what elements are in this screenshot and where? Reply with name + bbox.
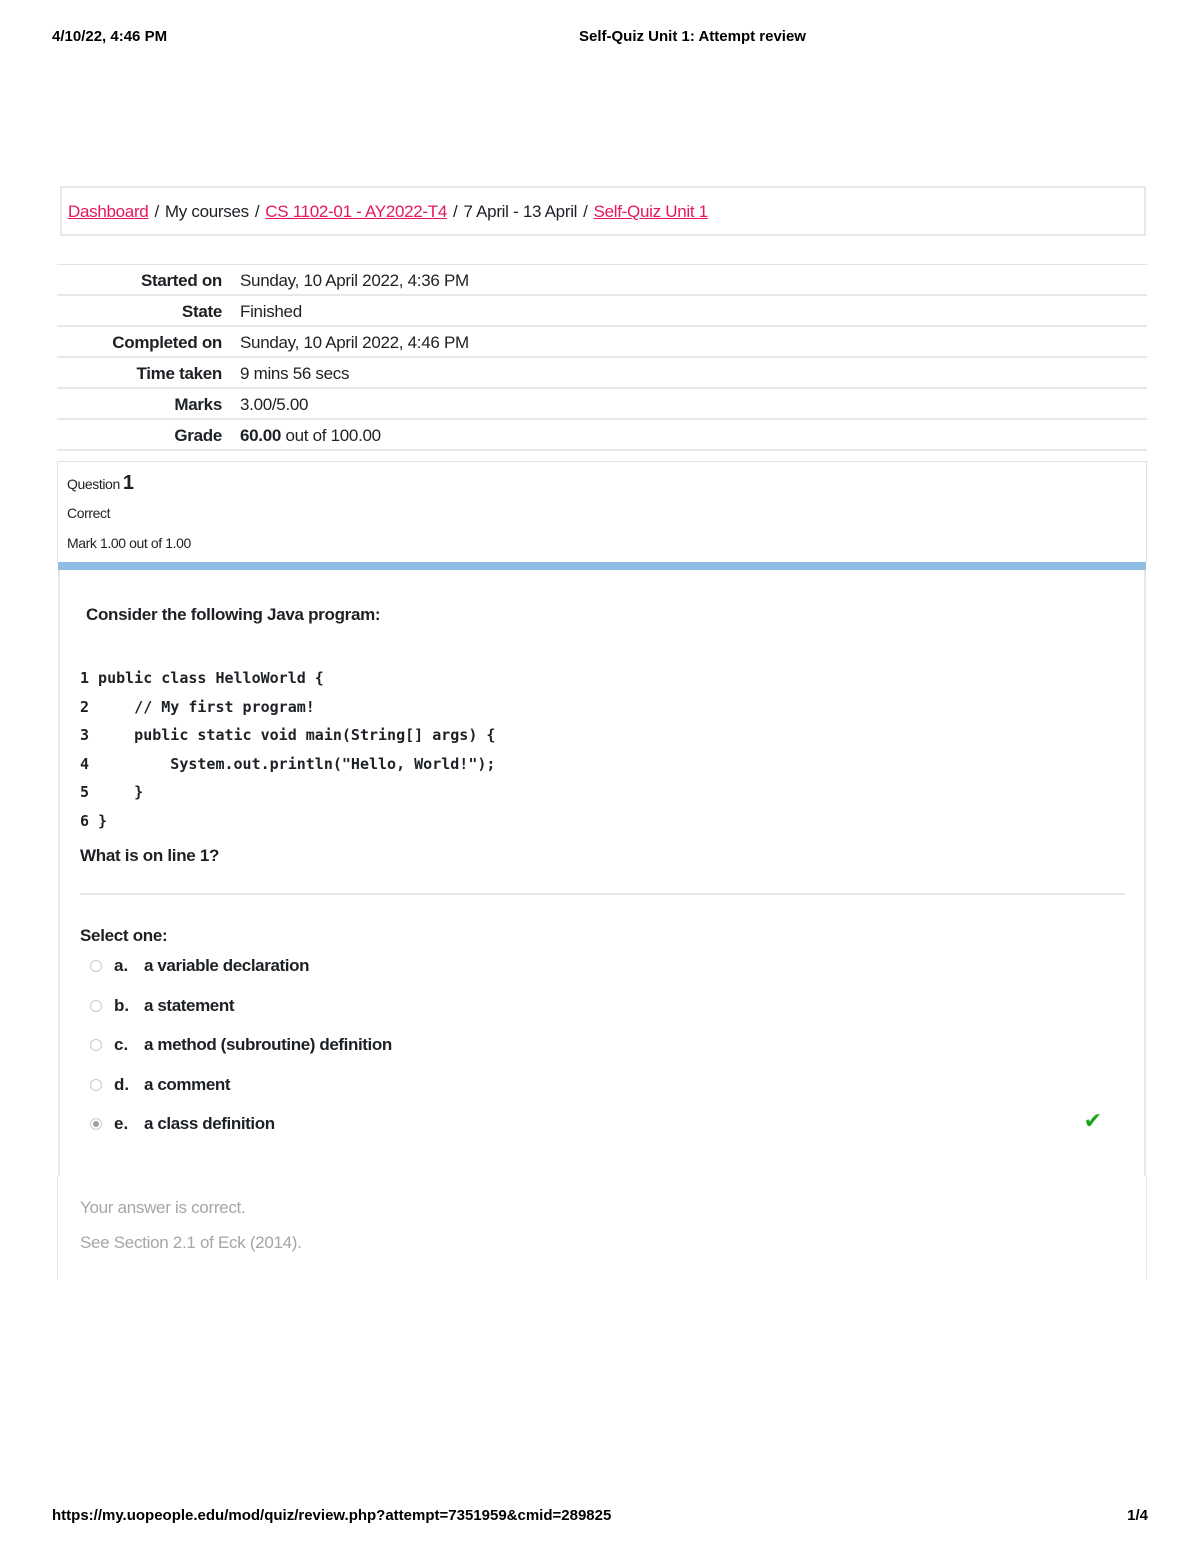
summary-label: State [181,302,222,321]
summary-value: Finished [240,302,302,321]
question-state: Correct [67,505,111,521]
code-line: 3 public static void main(String[] args) { [80,726,496,745]
code-line: 1 public class HelloWorld { [80,669,324,687]
select-one-label: Select one: [80,926,168,945]
breadcrumb [68,202,708,222]
summary-row-marks [57,389,1147,420]
option-text: a class definition [144,1114,275,1133]
breadcrumb-separator: / [154,202,159,221]
question-prompt: What is on line 1? [80,846,220,865]
summary-row-state [57,296,1147,327]
option-letter: b. [114,996,130,1015]
answer-option-e[interactable] [90,1108,1130,1140]
option-letter: a. [114,956,129,975]
summary-value: 9 mins 56 secs [240,364,350,383]
print-page-number: 1/4 [1127,1507,1148,1524]
breadcrumb-quiz-link[interactable]: Self-Quiz Unit 1 [593,202,708,221]
question-label: Question [67,476,120,492]
code-line: 5 } [80,783,144,802]
radio-button[interactable] [90,1079,102,1091]
radio-button[interactable] [90,1000,102,1012]
answer-option-b[interactable] [90,996,1130,1022]
breadcrumb-my-courses: My courses [164,202,249,221]
summary-value: 3.00/5.00 [240,395,309,414]
specific-feedback: Your answer is correct. [80,1198,246,1217]
breadcrumb-week: 7 April - 13 April [463,202,578,221]
breadcrumb-separator: / [453,202,458,221]
grade-score: 60.00 [240,426,282,445]
print-header [52,28,1148,48]
radio-button-selected[interactable] [90,1118,102,1130]
general-feedback: See Section 2.1 of Eck (2014). [80,1233,302,1252]
option-text: a statement [144,996,235,1015]
attempt-summary-table [57,264,1147,451]
summary-label: Time taken [136,364,222,383]
summary-label: Grade [174,426,222,445]
code-line: 6 } [80,811,108,830]
radio-button[interactable] [90,960,102,972]
answer-option-c[interactable] [90,1035,1130,1061]
summary-value: Sunday, 10 April 2022, 4:36 PM [240,271,469,290]
breadcrumb-dashboard-link[interactable]: Dashboard [68,202,149,221]
option-text: a comment [144,1075,231,1094]
print-footer [52,1507,1148,1527]
question-intro: Consider the following Java program: [86,605,381,624]
summary-label: Completed on [112,333,222,352]
summary-value [240,426,381,446]
question-number [67,472,134,495]
question-content-top-bar [58,562,1146,570]
option-text: a variable declaration [144,956,310,975]
grade-out-of: out of 100.00 [281,426,381,445]
option-letter: e. [114,1114,129,1133]
divider [80,893,1125,895]
summary-label: Started on [140,271,222,290]
summary-label: Marks [174,395,222,414]
answer-option-a[interactable] [90,956,1130,982]
question-feedback [57,1176,1147,1280]
option-letter: c. [114,1035,129,1054]
breadcrumb-course-link[interactable]: CS 1102-01 - AY2022-T4 [265,202,448,221]
question-mark: Mark 1.00 out of 1.00 [67,535,191,551]
print-url: https://my.uopeople.edu/mod/quiz/review.php?attempt=7351959&cmid=289825 [52,1507,612,1524]
option-letter: d. [114,1075,130,1094]
summary-value: Sunday, 10 April 2022, 4:46 PM [240,333,469,352]
summary-row-grade [57,420,1147,451]
breadcrumb-separator: / [254,202,260,221]
radio-button[interactable] [90,1039,102,1051]
print-page-title: Self-Quiz Unit 1: Attempt review [579,28,806,45]
code-line: 4 System.out.println("Hello, World!"); [80,754,496,773]
print-datetime: 4/10/22, 4:46 PM [52,28,168,45]
summary-row-started [57,265,1147,296]
answer-option-d[interactable] [90,1075,1130,1101]
code-block [80,664,495,836]
question-number-value: 1 [122,472,134,494]
check-icon: ✔ [1083,1108,1102,1133]
breadcrumb-separator: / [583,202,588,221]
summary-row-completed [57,327,1147,358]
option-text: a method (subroutine) definition [144,1035,392,1054]
question-content [58,570,1146,1176]
question-info-panel [57,461,1147,563]
summary-row-time-taken [57,358,1147,389]
breadcrumb-container [60,186,1146,236]
code-line: 2 // My first program! [80,697,315,716]
